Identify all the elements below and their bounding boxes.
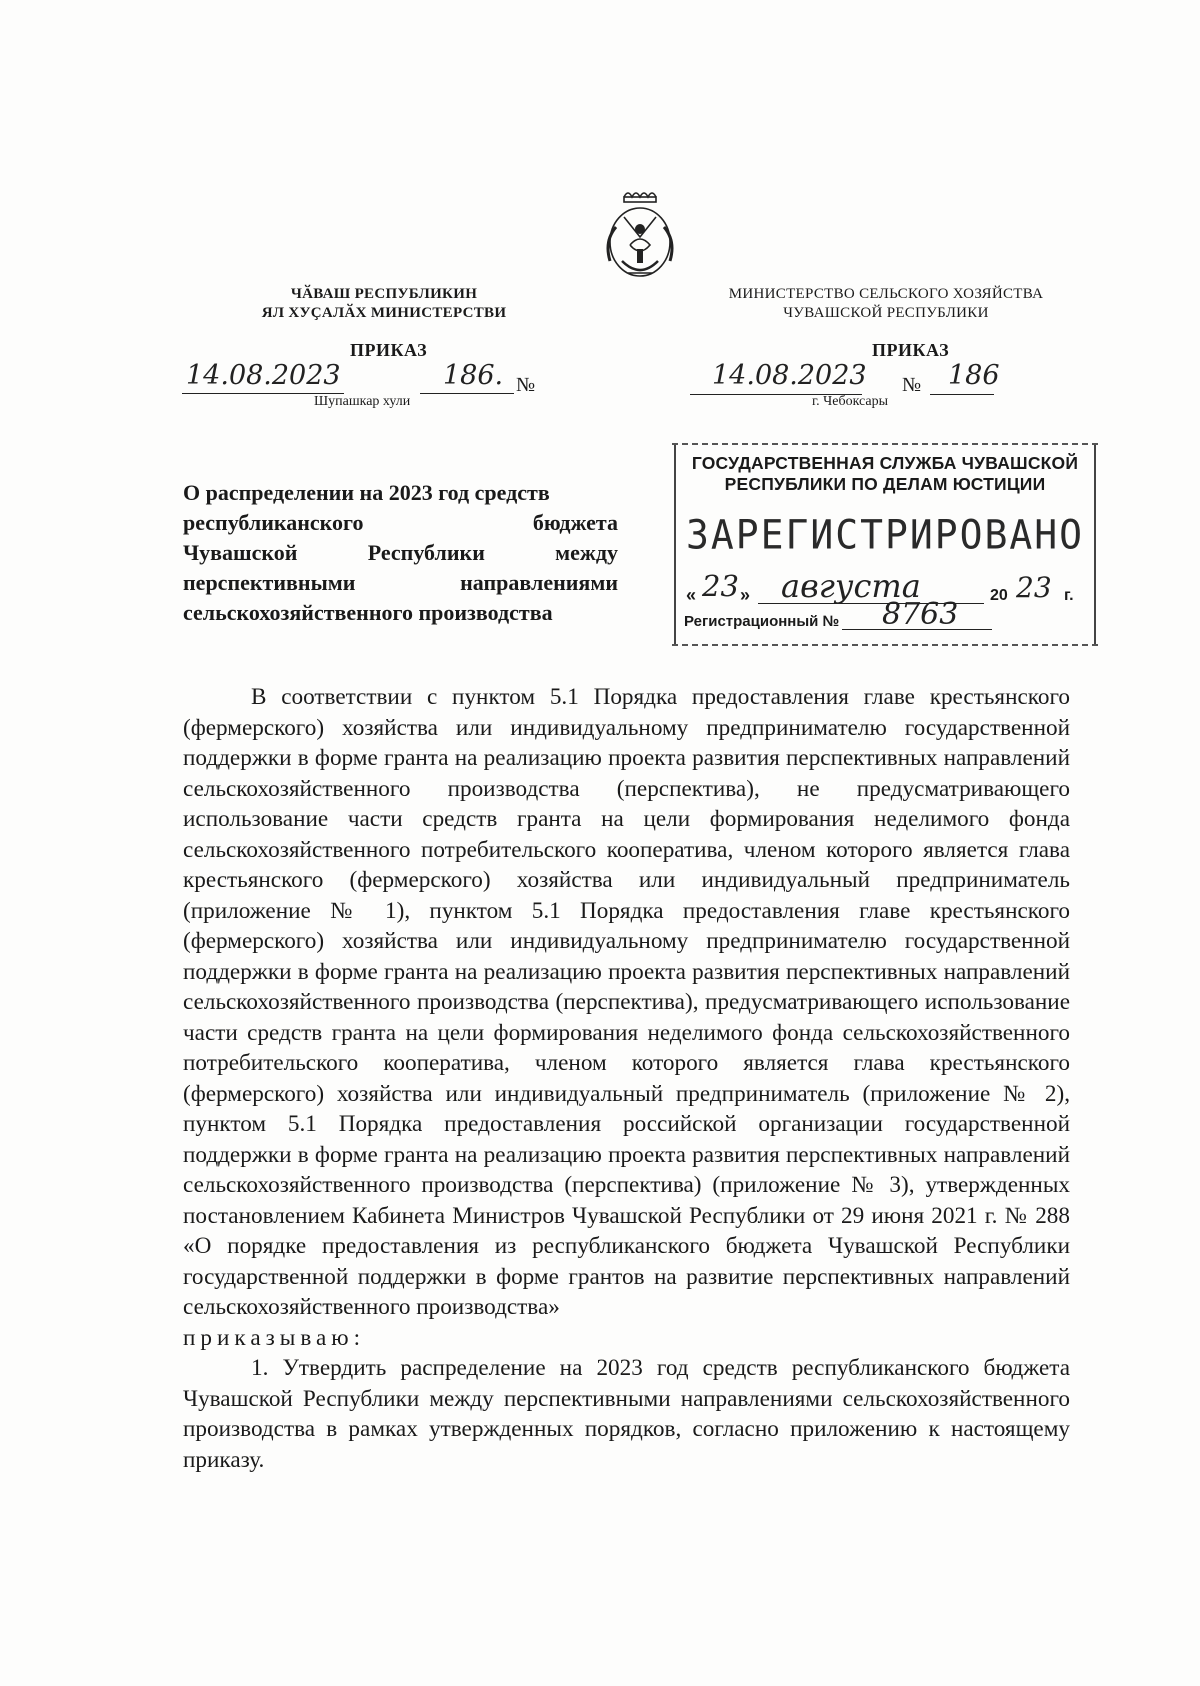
right-doc-type: ПРИКАЗ [872,340,950,360]
preamble-paragraph: В соответствии с пунктом 5.1 Порядка предоставления главе крестьянского (фермерского) хозяйства или индивидуальному предпринимателю государственной поддержки в форме гранта на реализацию проекта развития перспективных направлений сельскохозяйственного производства (перспектива), не предусматривающего использование части средств гранта на цели формирования неделимого фонда сельскохозяйственного потребительского кооператива, членом которого является глава крестьянского (фермерского) хозяйства или индивидуальный предприниматель (приложение № 1), пунктом 5.1 Порядка предоставления главе крестьянского (фермерского) хозяйства или индивидуальному предпринимателю государственной поддержки в форме гранта на реализацию проекта развития перспективных направлений сельскохозяйственного производства (перспектива), предусматривающего использование части средств гранта на цели формирования неделимого фонда сельскохозяйственного потребительского кооператива, членом которого является глава крестьянского (фермерского) хозяйства или индивидуальный предприниматель (приложение № 2), пунктом 5.1 Порядка предоставления российской организации государственной поддержки в форме гранта на реализацию проекта развития перспективных направлений сельскохозяйственного производства (перспектива) (приложение № 3), утвержденных постановлением Кабинета Министров Чувашской Республики от 29 июня 2021 г. № 288 «О порядке предоставления из республиканского бюджета Чувашской Республики государственной поддержки в форме грантов на развитие перспективных направлений сельскохозяйственного производства» [183,684,1070,1320]
right-date-handwritten: 14.08.2023 [712,360,867,391]
registration-stamp [674,445,1096,645]
right-org-line2: ЧУВАШСКОЙ РЕСПУБЛИКИ [783,305,989,321]
order-title [183,478,618,628]
coat-of-arms-icon [594,187,686,287]
stamp-status: ЗАРЕГИСТРИРОВАНО [685,511,1085,559]
title-line-4: перспективными направлениями [183,570,618,595]
right-number-underline [930,394,994,395]
stamp-reg-number-handwritten: 8763 [882,597,959,632]
right-number-handwritten: 186 [948,360,1000,391]
stamp-bottom-border [672,644,1098,646]
order-word: приказываю: [183,1324,366,1351]
stamp-service-line1: ГОСУДАРСТВЕННАЯ СЛУЖБА ЧУВАШСКОЙ [691,453,1079,473]
title-line-2: республиканского бюджета [183,510,618,535]
order-body [183,682,1070,1475]
stamp-month-handwritten: августа [781,567,921,605]
stamp-reg-label: Регистрационный № [684,613,840,630]
stamp-service-name [684,453,1086,495]
right-org-line1: МИНИСТЕРСТВО СЕЛЬСКОГО ХОЗЯЙСТВА [728,286,1044,302]
stamp-day-handwritten: 23 [702,569,739,603]
left-org-line2: ЯЛ ХУҪАЛӐХ МИНИСТЕРСТВИ [261,305,507,321]
stamp-reg-underline [842,629,992,630]
left-number-sign: № [516,374,536,396]
stamp-year-unit: г. [1064,587,1074,604]
stamp-quote-open: « [686,585,697,605]
right-number-sign: № [902,374,922,396]
left-number-handwritten: 186. [443,360,504,391]
stamp-service-line2: РЕСПУБЛИКИ ПО ДЕЛАМ ЮСТИЦИИ [724,474,1046,494]
left-date-handwritten: 14.08.2023 [186,360,341,391]
stamp-year-handwritten: 23 [1016,571,1052,604]
stamp-top-border [672,443,1098,445]
left-number-underline [420,393,514,394]
title-line-1: О распределении на 2023 год средств [183,480,550,505]
left-org-name [254,285,514,323]
left-org-line1: ЧӐВАШ РЕСПУБЛИКИН [290,286,478,302]
right-place: г. Чебоксары [812,394,889,409]
title-line-5: сельскохозяйственного производства [183,600,553,625]
left-doc-type: ПРИКАЗ [350,340,428,360]
left-place: Шупашкар хули [314,394,411,409]
stamp-quote-close: » [740,585,751,605]
order-item-1: 1. Утвердить распределение на 2023 год средств республиканского бюджета Чувашской Республики между перспективными направлениями сельскохозяйственного производства в рамках утвержденных порядков, согласно приложению к настоящему приказу. [183,1355,1070,1473]
right-org-name [726,285,1046,323]
stamp-year-prefix: 20 [990,587,1008,604]
title-line-3: Чувашской Республики между [183,540,618,565]
